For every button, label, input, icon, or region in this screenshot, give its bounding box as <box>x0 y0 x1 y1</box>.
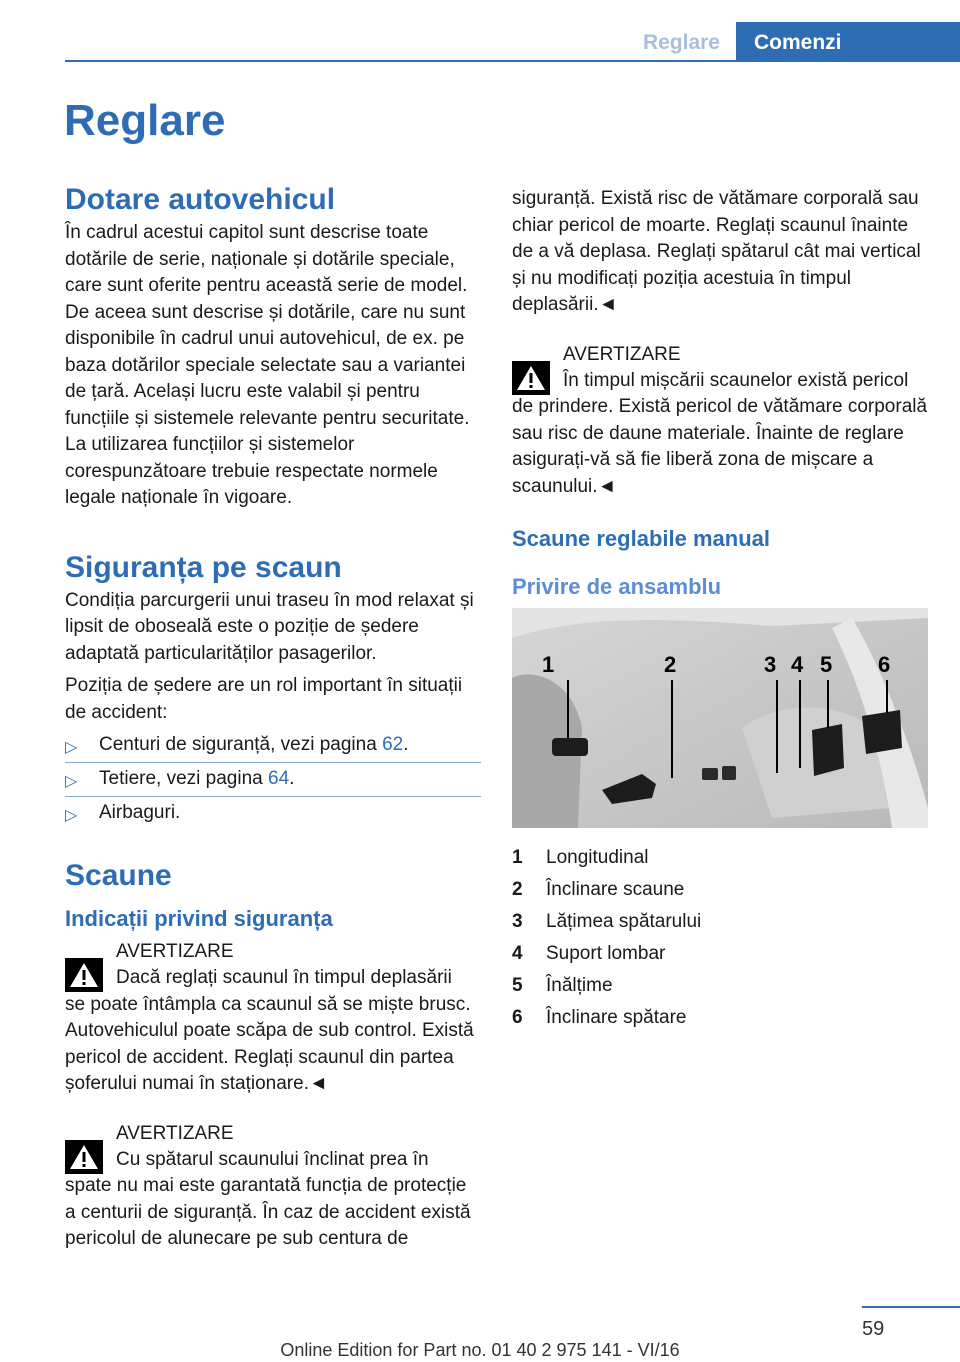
figure-legend <box>512 842 928 1034</box>
heading-scaune-reglabile: Scaune reglabile manual <box>512 526 770 551</box>
figure-label-4: 4 <box>791 652 804 677</box>
heading-siguranta: Siguranța pe scaun <box>65 550 342 584</box>
legend-item: 4 Suport lombar <box>512 943 666 964</box>
figure-label-2: 2 <box>664 652 677 677</box>
list-item: ▷ Tetiere, vezi pagina 64. <box>65 766 481 797</box>
warning-text: se poate întâmpla ca scaunul să se miște brusc. Autovehiculul poate scăpa de sub control. Există pericol de accident. Reglați scaunul din partea șoferului numai în staționare.◄ <box>65 993 474 1094</box>
triangle-bullet-icon: ▷ <box>65 739 78 756</box>
footer-divider <box>862 1306 960 1308</box>
text-dotare: În cadrul acestui capitol sunt descrise toate dotările de serie, naționale și dotările speciale, care sunt oferite pentru această serie de model. De aceea sunt descrise și dotările, care nu sunt disponibile în cadrul unui autovehicul, de ex. pe baza dotărilor speciale selectate sau a variantei de țară. Același lucru este valabil și pentru funcțiile și sistemele relevante pentru securitate. La utilizarea funcțiilor și sistemelor corespunzătoare trebuie respectate normele legale naționale în vigoare. <box>65 222 470 508</box>
header-tab-reglare[interactable]: Reglare <box>642 31 720 54</box>
page-number: 59 <box>862 1318 885 1340</box>
warning-triangle-icon <box>512 361 550 395</box>
warning-title: AVERTIZARE <box>116 941 234 962</box>
triangle-bullet-icon: ▷ <box>65 773 78 790</box>
figure-label-5: 5 <box>820 652 833 677</box>
right-column <box>512 186 928 1034</box>
warning-text: spate nu mai este garantată funcția de protecție a centurii de siguranță. În caz de accident există pericolul de alunecare pe sub centura de <box>65 1175 471 1249</box>
figure-label-6: 6 <box>878 652 891 677</box>
seat-illustration <box>512 608 928 828</box>
warning-text-first: În timpul mișcării scaunelor există pericol <box>563 369 909 391</box>
seat-controls-figure <box>512 608 928 828</box>
bullet-list <box>65 732 481 831</box>
warning-triangle-icon <box>65 958 103 992</box>
legend-item: 3 Lățimea spătarului <box>512 911 702 932</box>
text-continuation: siguranță. Există risc de vătămare corporală sau chiar pericol de moarte. Reglați scaunul înainte de a vă deplasa. Reglați spătarul cât mai vertical și nu modificați poziția acestuia în timpul deplasării.◄ <box>512 188 921 315</box>
header-divider <box>65 60 960 62</box>
left-column <box>65 180 481 1253</box>
warning-triangle-icon <box>65 1140 103 1174</box>
footer-edition: Online Edition for Part no. 01 40 2 975 141 - VI/16 <box>280 1340 680 1360</box>
figure-label-3: 3 <box>764 652 777 677</box>
heading-dotare: Dotare autovehicul <box>65 183 336 216</box>
warning-text-first: Dacă reglați scaunul în timpul deplasării <box>116 967 452 988</box>
warning-block-2 <box>65 1120 481 1253</box>
page-title: Reglare <box>64 96 226 145</box>
warning-block-1 <box>65 938 481 1098</box>
legend-item: 2 Înclinare scaune <box>512 879 685 900</box>
heading-privire-ansamblu: Privire de ansamblu <box>512 574 722 599</box>
legend-item: 1 Longitudinal <box>512 847 649 868</box>
legend-item: 6 Înclinare spătare <box>512 1007 687 1028</box>
warning-text: de prindere. Există pericol de vătămare corporală sau risc de daune materiale. Înainte de reglare asigurați-vă să fie liberă zona de mișcare a scaunului.◄ <box>512 396 928 497</box>
list-item: ▷ Centuri de siguranță, vezi pagina 62. <box>65 732 481 763</box>
header-tab-comenzi[interactable]: Comenzi <box>736 22 960 62</box>
warning-title: AVERTIZARE <box>116 1122 234 1144</box>
heading-indicatii: Indicații privind siguranța <box>65 906 333 931</box>
page-link-64[interactable]: 64 <box>268 768 290 789</box>
text-siguranta-2: Poziția de ședere are un rol important în situații de accident: <box>65 675 463 723</box>
legend-item: 5 Înălțime <box>512 975 613 996</box>
page-link-62[interactable]: 62 <box>382 734 404 755</box>
figure-label-1: 1 <box>542 652 555 677</box>
warning-title: AVERTIZARE <box>563 343 681 365</box>
warning-text-first: Cu spătarul scaunului înclinat prea în <box>116 1148 429 1170</box>
text-siguranta-1: Condiția parcurgerii unui traseu în mod relaxat și lipsit de oboseală este o poziție de ședere adaptată particularităților pasagerilor. <box>65 589 474 664</box>
triangle-bullet-icon: ▷ <box>65 807 78 824</box>
list-item: ▷ Airbaguri. <box>65 800 481 831</box>
warning-block-3 <box>512 341 928 501</box>
heading-scaune: Scaune <box>65 859 172 892</box>
